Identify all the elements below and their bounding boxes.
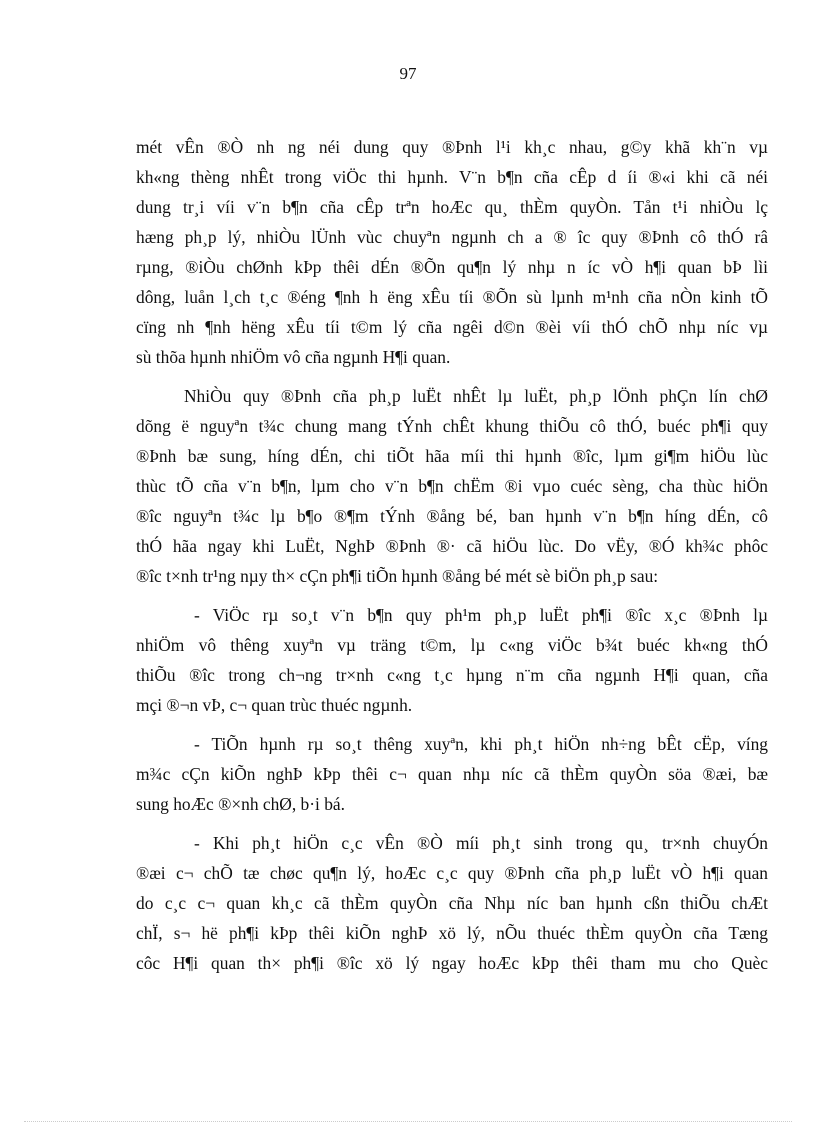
text-line: thiÕu ®îc trong ch¬ng tr×nh c«ng t¸c hµng n¨m cña ngµnh H¶i quan, cña bbox=[136, 665, 768, 685]
paragraph-2 bbox=[136, 381, 768, 591]
page-number: 97 bbox=[399, 64, 417, 83]
text-line: chÏ, s¬ hë ph¶i kÞp thêi kiÕn nghÞ xö lý, nÕu thuéc thÈm quyÒn cña Tæng bbox=[136, 923, 768, 943]
text-line: - TiÕn hµnh rµ so¸t thêng xuyªn, khi ph¸t hiÖn nh÷ng bÊt cËp, víng bbox=[194, 734, 768, 754]
text-line: dõng ë nguyªn t¾c chung mang tÝnh chÊt khung thiÕu cô thÓ, buéc ph¶i quy bbox=[136, 416, 768, 436]
text-line: hæng ph¸p lý, nhiÒu lÜnh vùc chuyªn ngµnh ch a ® îc quy ®Þnh cô thÓ râ bbox=[136, 227, 768, 247]
text-line: ®Þnh bæ sung, híng dÉn, chi tiÕt hãa míi thi hµnh ®îc, lµm gi¶m hiÖu lùc bbox=[136, 446, 768, 466]
text-line: dung tr¸i víi v¨n b¶n cña cÊp trªn hoÆc qu¸ thÈm quyÒn. Tån t¹i nhiÒu lç bbox=[136, 197, 768, 217]
text-line: thÓ hãa ngay khi LuËt, NghÞ ®Þnh ®· cã hiÖu lùc. Do vËy, ®Ó kh¾c phôc bbox=[136, 536, 768, 556]
text-line: nhiÖm vô thêng xuyªn vµ träng t©m, lµ c«ng viÖc b¾t buéc kh«ng thÓ bbox=[136, 635, 768, 655]
paragraph-5 bbox=[136, 828, 768, 978]
text-line: - ViÖc rµ so¸t v¨n b¶n quy ph¹m ph¸p luËt ph¶i ®îc x¸c ®Þnh lµ bbox=[194, 605, 768, 625]
text-line: NhiÒu quy ®Þnh cña ph¸p luËt nhÊt lµ luËt, ph¸p lÖnh phÇn lín chØ bbox=[184, 386, 768, 406]
text-line: ®æi c¬ chÕ tæ chøc qu¶n lý, hoÆc c¸c quy ®Þnh cña ph¸p luËt vÒ h¶i quan bbox=[136, 863, 768, 883]
paragraph-3 bbox=[136, 600, 768, 720]
page-bottom-divider bbox=[24, 1121, 792, 1122]
text-line: côc H¶i quan th× ph¶i ®îc xö lý ngay hoÆc kÞp thêi tham mu cho Quèc bbox=[136, 953, 768, 973]
paragraph-1 bbox=[136, 132, 768, 372]
text-line: thùc tÕ cña v¨n b¶n, lµm cho v¨n b¶n chËm ®i vµo cuéc sèng, cha thùc hiÖn bbox=[136, 476, 768, 496]
text-line: mçi ®¬n vÞ, c¬ quan trùc thuéc ngµnh. bbox=[136, 695, 413, 715]
text-line: rµng, ®iÒu chØnh kÞp thêi dÉn ®Õn qu¶n lý nhµ n íc vÒ h¶i quan bÞ lìi bbox=[136, 257, 768, 277]
text-line: dông, luån l¸ch t¸c ®éng ¶nh h ëng xÊu tíi ®Õn sù lµnh m¹nh cña nÒn kinh tÕ bbox=[136, 287, 768, 307]
text-line: m¾c cÇn kiÕn nghÞ kÞp thêi c¬ quan nhµ níc cã thÈm quyÒn söa ®æi, bæ bbox=[136, 764, 768, 784]
text-line: sung hoÆc ®×nh chØ, b·i bá. bbox=[136, 794, 345, 814]
body-text bbox=[136, 132, 768, 987]
text-line: cïng nh ¶nh hëng xÊu tíi t©m lý cña ngêi d©n ®èi víi thÓ chÕ nhµ níc vµ bbox=[136, 317, 768, 337]
text-line: kh«ng thèng nhÊt trong viÖc thi hµnh. V¨n b¶n cña cÊp d íi ®«i khi cã néi bbox=[136, 167, 768, 187]
text-line: ®îc t×nh tr¹ng nµy th× cÇn ph¶i tiÕn hµnh ®ång bé mét sè biÖn ph¸p sau: bbox=[136, 566, 659, 586]
text-line: mét vÊn ®Ò nh ng néi dung quy ®Þnh l¹i kh¸c nhau, g©y khã kh¨n vµ bbox=[136, 137, 768, 157]
paragraph-4 bbox=[136, 729, 768, 819]
text-line: sù thõa hµnh nhiÖm vô cña ngµnh H¶i quan. bbox=[136, 347, 451, 367]
text-line: ®îc nguyªn t¾c lµ b¶o ®¶m tÝnh ®ång bé, ban hµnh v¨n b¶n híng dÉn, cô bbox=[136, 506, 768, 526]
text-line: do c¸c c¬ quan kh¸c cã thÈm quyÒn cña Nhµ níc ban hµnh cßn thiÕu chÆt bbox=[136, 893, 768, 913]
text-line: - Khi ph¸t hiÖn c¸c vÊn ®Ò míi ph¸t sinh trong qu¸ tr×nh chuyÓn bbox=[194, 833, 768, 853]
